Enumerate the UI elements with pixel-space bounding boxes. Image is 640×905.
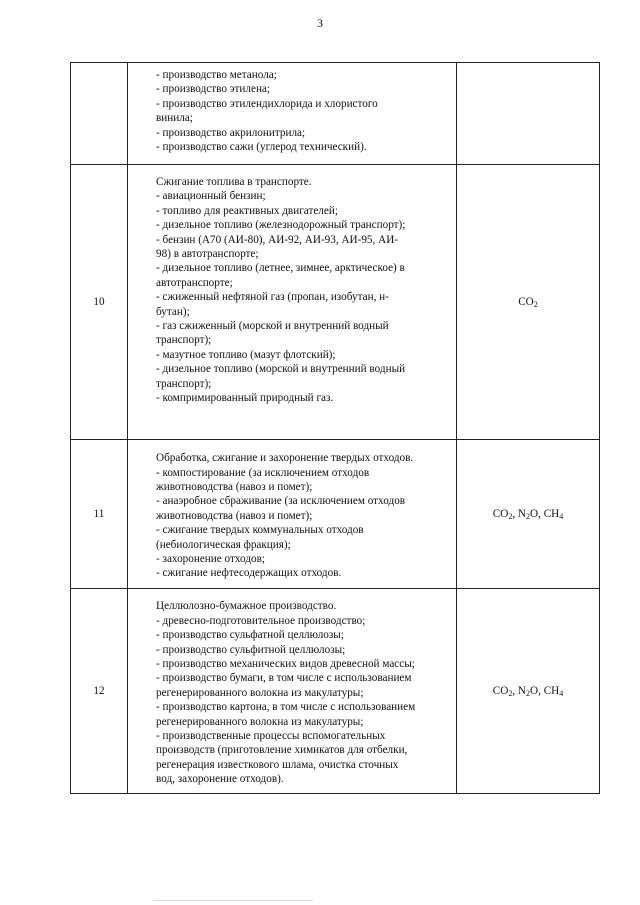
formula-subscript: 2 xyxy=(533,299,538,309)
description-line: винила; xyxy=(156,112,193,125)
description-line: Целлюлозно-бумажное производство. xyxy=(156,600,337,613)
description-line: - древесно-подготовительное производство; xyxy=(156,614,366,627)
description-line: - дизельное топливо (железнодорожный транспорт); xyxy=(156,219,406,232)
formula-base: CH xyxy=(543,684,560,697)
formula-tail: , xyxy=(512,684,516,697)
row-gases xyxy=(457,63,600,165)
description-line: - производство сульфитной целлюлозы; xyxy=(156,643,346,656)
gas-formula xyxy=(493,685,515,697)
description-line: - производство сажи (углерод технический). xyxy=(156,141,367,154)
row-description xyxy=(128,589,457,794)
description-line: - производственные процессы вспомогательных xyxy=(156,730,386,743)
description-line: - производство сульфатной целлюлозы; xyxy=(156,629,344,642)
description-line: - сжигание нефтесодержащих отходов. xyxy=(156,567,342,580)
description-line: - производство метанола; xyxy=(156,69,277,81)
formula-tail: , xyxy=(512,507,516,520)
table-row xyxy=(71,440,600,589)
description-line: - газ сжиженный (морской и внутренний водный xyxy=(156,320,389,333)
description-line: автотранспорте; xyxy=(156,276,233,289)
description-line: вод, захоронение отходов). xyxy=(156,773,284,786)
row-number xyxy=(71,63,128,165)
description-line: (небиологическая фракция); xyxy=(156,538,291,551)
row-gases xyxy=(457,165,600,440)
description-line: - захоронение отходов; xyxy=(156,553,265,566)
table-row xyxy=(71,63,600,165)
description-line: - авиационный бензин; xyxy=(156,190,266,203)
formula-subscript: 2 xyxy=(526,688,530,698)
description-line: - сжигание твердых коммунальных отходов xyxy=(156,524,364,537)
description-line: транспорт); xyxy=(156,334,212,347)
description-line: Обработка, сжигание и захоронение твердых отходов. xyxy=(156,452,414,465)
scan-edge-line xyxy=(153,900,313,901)
description-line: животноводства (навоз и помет); xyxy=(156,509,313,522)
formula-tail: O, xyxy=(530,507,541,520)
row-number: 10 xyxy=(71,165,128,440)
description-line: - производство механических видов древесной массы; xyxy=(156,657,415,670)
description-line: - компримированный природный газ. xyxy=(156,392,334,405)
formula-subscript: 2 xyxy=(526,511,530,521)
description-line: регенерация известкового шлама, очистка сточных xyxy=(156,758,399,771)
description-line: - производство этилендихлорида и хлористого xyxy=(156,97,378,110)
gas-formula xyxy=(544,508,564,520)
description-line: - производство бумаги, в том числе с использованием xyxy=(156,672,412,685)
row-gases xyxy=(457,440,600,589)
formula-subscript: 4 xyxy=(559,511,564,521)
formula-base: CO xyxy=(492,507,509,520)
row-description xyxy=(128,440,457,589)
description-line: - дизельное топливо (летнее, зимнее, арктическое) в xyxy=(156,262,405,275)
gas-formula xyxy=(518,508,541,520)
gas-formula xyxy=(493,508,515,520)
emissions-table xyxy=(70,62,600,794)
description-line: - производство этилена; xyxy=(156,83,271,96)
gas-formula xyxy=(518,296,538,308)
description-line: - дизельное топливо (морской и внутренний водный xyxy=(156,363,406,376)
formula-base: CO xyxy=(518,295,534,308)
formula-tail: O, xyxy=(530,684,541,697)
table-row xyxy=(71,589,600,794)
description-line: - бензин (А70 (АИ-80), АИ-92, АИ-93, АИ-95, АИ- xyxy=(156,233,398,246)
row-gases xyxy=(457,589,600,794)
row-description xyxy=(128,165,457,440)
description-line: - сжиженный нефтяной газ (пропан, изобутан, н- xyxy=(156,291,389,304)
description-line: транспорт); xyxy=(156,377,212,390)
description-line: Сжигание топлива в транспорте. xyxy=(156,176,312,188)
gas-formula xyxy=(544,685,564,697)
formula-subscript: 4 xyxy=(559,688,564,698)
description-line: регенерированного волокна из макулатуры; xyxy=(156,715,364,728)
description-line: - топливо для реактивных двигателей; xyxy=(156,204,338,217)
description-line: - производство акрилонитрила; xyxy=(156,126,306,139)
formula-subscript: 2 xyxy=(508,688,513,698)
table-row xyxy=(71,165,600,440)
description-line: 98) в автотранспорте; xyxy=(156,248,259,261)
description-line: животноводства (навоз и помет); xyxy=(156,480,313,493)
description-line: бутан); xyxy=(156,305,190,318)
gas-formula xyxy=(518,685,541,697)
page-number: 3 xyxy=(317,16,323,30)
description-line: - компостирование (за исключением отходов xyxy=(156,466,370,479)
description-line: производств (приготовление химикатов для отбелки, xyxy=(156,744,408,757)
formula-base: CO xyxy=(492,684,509,697)
formula-subscript: 2 xyxy=(508,511,513,521)
row-number: 12 xyxy=(71,589,128,794)
row-number: 11 xyxy=(71,440,128,589)
formula-base: CH xyxy=(543,507,560,520)
description-line: - мазутное топливо (мазут флотский); xyxy=(156,348,336,361)
description-line: - анаэробное сбраживание (за исключением отходов xyxy=(156,495,406,508)
description-line: регенерированного волокна из макулатуры; xyxy=(156,686,364,699)
description-line: - производство картона, в том числе с использованием xyxy=(156,701,416,714)
formula-base: N xyxy=(517,507,526,520)
row-description xyxy=(128,63,457,165)
formula-base: N xyxy=(517,684,526,697)
